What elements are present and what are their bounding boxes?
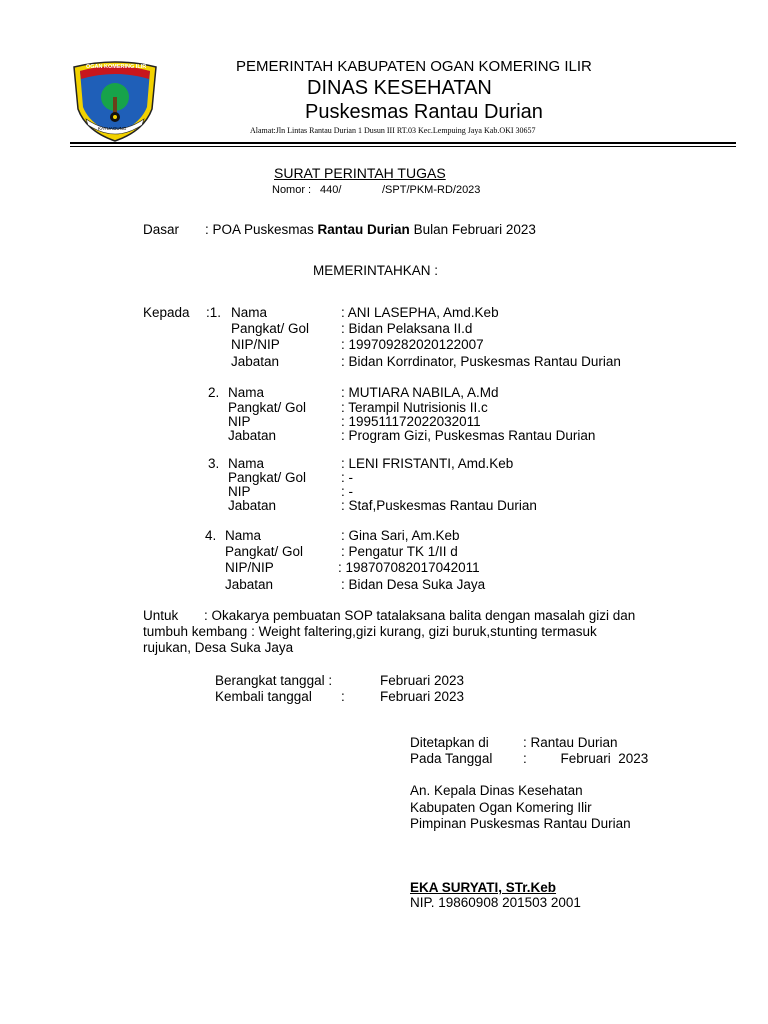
kepada-label: Kepada [143, 305, 190, 320]
dasar-bold: Rantau Durian [317, 222, 410, 237]
header-divider-thick [70, 142, 736, 144]
dasar-text [205, 222, 536, 238]
person-1-number: :1. [206, 305, 222, 320]
logo-top-text: OGAN KOMERING ILIR [86, 64, 147, 70]
signatory-name: EKA SURYATI, STr.Keb [410, 880, 557, 895]
person-2-pangkat-label: Pangkat/ Gol [228, 400, 307, 415]
logo-bottom-text: KAYUAGUNG [98, 126, 127, 131]
signatory-title-2: Kabupaten Ogan Komering Ilir [410, 800, 592, 815]
memerintahkan-heading: MEMERINTAHKAN : [313, 263, 439, 278]
untuk-line-3: rujukan, Desa Suka Jaya [143, 640, 294, 655]
person-4-nip-label: NIP/NIP [225, 560, 274, 575]
person-1-jabatan: : Bidan Korrdinator, Puskesmas Rantau Durian [341, 354, 621, 369]
person-1-jabatan-label: Jabatan [231, 354, 280, 369]
signatory-title-1: An. Kepala Dinas Kesehatan [410, 783, 583, 798]
person-3-jabatan: : Staf,Puskesmas Rantau Durian [341, 498, 537, 513]
pada-tanggal-label: Pada Tanggal [410, 751, 493, 766]
berangkat-label: Berangkat tanggal : [215, 673, 333, 688]
person-3-jabatan-label: Jabatan [228, 498, 277, 513]
person-3-nip-label: NIP [228, 484, 251, 499]
person-4-jabatan-label: Jabatan [225, 577, 274, 592]
person-4-pangkat-label: Pangkat/ Gol [225, 544, 304, 559]
person-3-nama-label: Nama [228, 456, 265, 471]
ditetapkan-label: Ditetapkan di [410, 735, 489, 750]
untuk-line-1: : Okakarya pembuatan SOP tatalaksana balita dengan masalah gizi dan [204, 608, 636, 623]
berangkat-value: Februari 2023 [380, 673, 465, 688]
person-4-pangkat: : Pengatur TK 1/II d [341, 544, 458, 559]
person-3-number: 3. [208, 456, 220, 471]
person-4-nama-label: Nama [225, 528, 262, 543]
dasar-prefix: : POA Puskesmas [205, 222, 318, 237]
person-1-pangkat-label: Pangkat/ Gol [231, 321, 310, 336]
person-2-nama: : MUTIARA NABILA, A.Md [341, 385, 499, 400]
person-4-nip: : 198707082017042011 [338, 560, 480, 575]
kembali-colon: : [341, 689, 345, 704]
letter-number-suffix: /SPT/PKM-RD/2023 [382, 184, 481, 196]
untuk-label: Untuk [143, 608, 179, 623]
person-1-nip: : 199709282020122007 [341, 337, 484, 352]
person-3-nip: : - [341, 484, 353, 499]
person-1-nama-label: Nama [231, 305, 268, 320]
person-3-nama: : LENI FRISTANTI, Amd.Keb [341, 456, 514, 471]
letter-title: SURAT PERINTAH TUGAS [274, 165, 446, 181]
letter-number-value: 440/ [320, 184, 342, 196]
person-2-nip-label: NIP [228, 414, 251, 429]
person-4-jabatan: : Bidan Desa Suka Jaya [341, 577, 486, 592]
header-puskesmas: Puskesmas Rantau Durian [305, 101, 543, 123]
kembali-label: Kembali tanggal [215, 689, 312, 704]
letter-number-label: Nomor : [272, 184, 312, 196]
dasar-label: Dasar [143, 222, 180, 237]
header-address: Alamat:Jln Lintas Rantau Durian 1 Dusun III RT.03 Kec.Lempuing Jaya Kab.OKI 30657 [250, 126, 536, 135]
person-3-pangkat-label: Pangkat/ Gol [228, 470, 307, 485]
kembali-value: Februari 2023 [380, 689, 465, 704]
untuk-line-2: tumbuh kembang : Weight faltering,gizi kurang, gizi buruk,stunting termasuk [143, 624, 597, 639]
person-1-nip-label: NIP/NIP [231, 337, 280, 352]
pada-tanggal-value: : Februari 2023 [523, 751, 649, 766]
header-government: PEMERINTAH KABUPATEN OGAN KOMERING ILIR [236, 58, 592, 75]
person-3-pangkat: : - [341, 470, 353, 485]
ditetapkan-value: : Rantau Durian [523, 735, 618, 750]
person-2-pangkat: : Terampil Nutrisionis II.c [341, 400, 488, 415]
person-2-jabatan-label: Jabatan [228, 428, 277, 443]
signatory-nip: NIP. 19860908 201503 2001 [410, 895, 581, 910]
person-2-nama-label: Nama [228, 385, 265, 400]
dasar-suffix: Bulan Februari 2023 [409, 222, 536, 237]
header-divider-thin [70, 146, 736, 147]
person-1-nama: : ANI LASEPHA, Amd.Keb [341, 305, 499, 320]
header-agency: DINAS KESEHATAN [307, 77, 492, 99]
signatory-title-3: Pimpinan Puskesmas Rantau Durian [410, 816, 631, 831]
person-4-number: 4. [205, 528, 217, 543]
person-4-nama: : Gina Sari, Am.Keb [341, 528, 460, 543]
person-2-nip: : 199511172022032011 [341, 414, 481, 429]
person-2-number: 2. [208, 385, 220, 400]
person-1-pangkat: : Bidan Pelaksana II.d [341, 321, 473, 336]
person-2-jabatan: : Program Gizi, Puskesmas Rantau Durian [341, 428, 596, 443]
